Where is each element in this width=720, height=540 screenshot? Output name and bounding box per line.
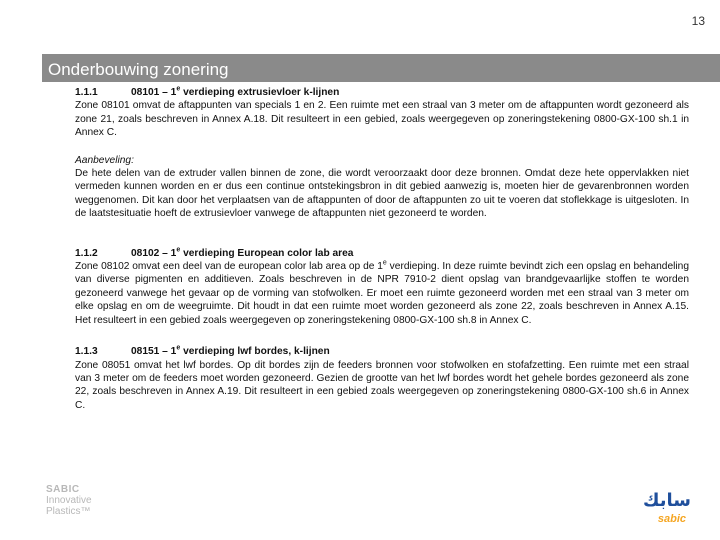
advice-label: Aanbeveling: [75, 154, 134, 166]
page-title: Onderbouwing zonering [42, 54, 720, 82]
svg-text:سابك: سابك [643, 490, 691, 511]
sabic-logo-icon [632, 486, 702, 526]
advice-body: De hete delen van de extruder vallen binnen de zone, die wordt veroorzaakt door deze bronnen. Omdat deze hete oppervlakken niet vermeden kunnen worden en er dus een continue ontstekingsbron in dit gebied aanwezig is, moeten hier de gevarenbronnen worden weggenomen. Dit kan door het verplaatsen van de aftappunten of door de aftappunten zo uit te voeren dat stoflekkage is uitgesloten. In de laatstesituatie hoeft de extrusievloer vanwege de aftappunten niet gezoneerd te worden. [75, 168, 689, 220]
logo-line: Innovative [46, 495, 92, 506]
section-08101 [75, 86, 689, 140]
sabic-logo [632, 486, 702, 526]
section-body: Zone 08101 omvat de aftappunten van specials 1 en 2. Een ruimte met een straal van 3 meter om de aftappunten wordt gezoneerd als zone 21, zoals beschreven in Annex A.18. Dit resulteert in een gebied, zoals weergegeven op zoneringstekening 0800-GX-100 sh.1 in Annex C. [75, 100, 689, 139]
section-number: 1.1.3 [75, 346, 98, 358]
section-heading [75, 86, 689, 99]
section-body: Zone 08051 omvat het lwf bordes. Op dit bordes zijn de feeders bronnen voor stofwolken en stofafzetting. Een ruimte met een straal van 3 meter om de feeders moet worden gezoneerd. Gezien de grootte van het lwf bordes wordt het gehele bordes gezoneerd als zone 22, zoals beschreven in Annex A.19. Dit resulteert in een gebied zoals weergegeven op zoneringstekening 0800-GX-100 sh.6 in Annex C. [75, 359, 689, 411]
section-heading [75, 247, 689, 260]
sabic-innovative-plastics-logo [46, 484, 126, 517]
section-body: Zone 08102 omvat een deel van de european color lab area op de 1e verdieping. In deze ruimte bevindt zich een opslag en behandeling van diverse pigmenten en additieven. Zoals beschreven in de NPR 7910-2 dient opslag van brandgevaarlijke stoffen te worden gezoneerd vanwege het gevaar op de vorming van stofwolken. Er moet een ruimte gezoneerd worden met een straal van 3 meter om elke opslag en om de weegruimte. Dit houdt in dat een ruimte moet worden gezoneerd als zone 22, zoals beschreven in Annex A.15. Het resulteert in een gebied zoals weergegeven op zoneringstekening 0800-GX-100 sh.8 in Annex C. [75, 259, 689, 326]
section-number: 1.1.2 [75, 247, 98, 259]
advice-block [75, 154, 689, 221]
document-body [75, 86, 689, 426]
section-heading [75, 345, 689, 358]
section-title: 08102 – 1e verdieping European color lab area [131, 246, 354, 259]
svg-text:sabic: sabic [657, 513, 687, 525]
logo-line: Plastics™ [46, 506, 91, 517]
section-08151 [75, 345, 689, 412]
section-title: 08101 – 1e verdieping extrusievloer k-lijnen [131, 85, 340, 98]
section-number: 1.1.1 [75, 87, 98, 98]
page-number: 13 [691, 14, 705, 28]
section-08102 [75, 247, 689, 327]
section-title: 08151 – 1e verdieping lwf bordes, k-lijnen [131, 344, 330, 358]
logo-line: SABIC [46, 484, 80, 495]
